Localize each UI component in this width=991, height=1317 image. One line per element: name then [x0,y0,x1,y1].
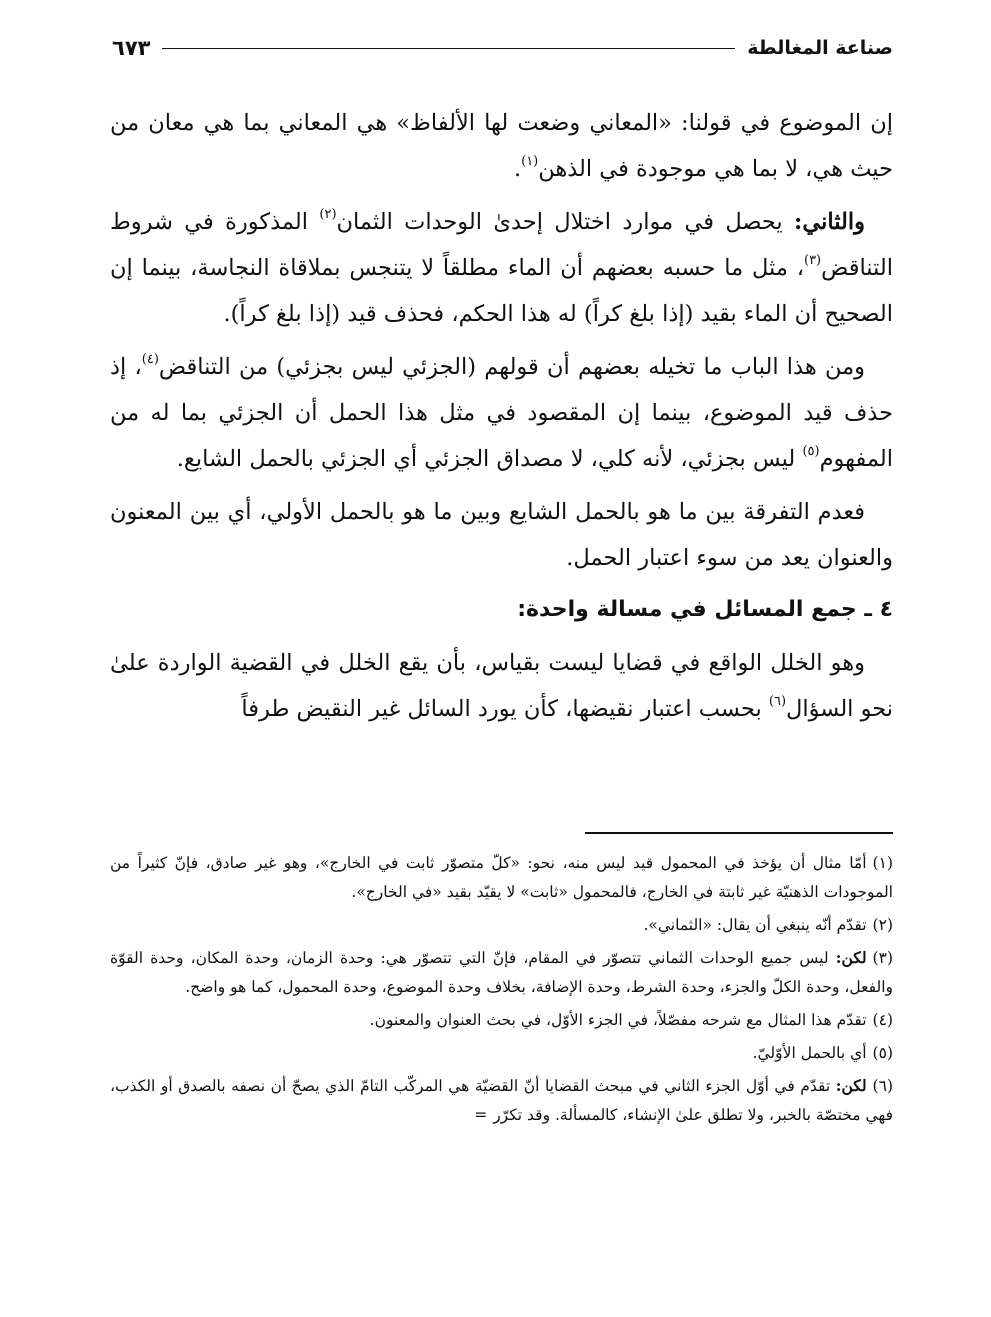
footnote-text: تقدّم هذا المثال مع شرحه مفصّلاً، في الجزء الأوّل، في بحث العنوان والمعنون. [369,1011,867,1029]
footnote-keyword: لكن: [835,948,867,967]
footnote-text: تقدّم أنّه ينبغي أن يقال: «الثماني». [643,916,867,934]
paragraph-3-text-c: ليس بجزئي، لأنه كلي، لا مصداق الجزئي أي الجزئي بالحمل الشايع. [176,446,803,472]
footnote-4 [110,1005,893,1035]
main-text [110,100,893,739]
paragraph-2-lead: والثاني: [794,209,865,235]
footnote-text: تقدّم في أوّل الجزء الثاني في مبحث القضايا أنّ القضيّة هي المركّب التامّ الذي يصحّ أن نصفه بالصدق أو الكذب، فهي مختصّة بالخبر، ولا تطلق علىٰ الإنشاء، كالمسألة. وقد تكرّر [110,1077,893,1124]
paragraph-2-text-c: ، مثل ما حسبه بعضهم أن الماء مطلقاً لا يتنجس بملاقاة النجاسة، بينما إن الصحيح أن الماء بقيد (إذا بلغ كراً) له هذا الحكم، فحذف قيد (إذا بلغ كراً). [110,255,893,327]
footnote-number: (٦) [872,1077,893,1095]
footnote-separator [585,832,893,834]
footnote-continuation-mark: = [474,1106,488,1124]
running-header [112,32,893,64]
footnote-number: (٤) [872,1011,893,1029]
footnote-number: (١) [872,854,893,872]
footnote-number: (٢) [872,916,893,934]
paragraph-3-text-b: ، إذ حذف قيد الموضوع، بينما إن المقصود في مثل هذا الحمل أن الجزئي بما له من المفهوم [110,354,893,472]
footnote-ref-2[interactable]: (٢) [319,207,337,222]
paragraph-3 [110,344,893,482]
footnote-number: (٥) [872,1044,893,1062]
footnote-ref-1[interactable]: (١) [521,154,539,169]
footnotes [110,848,893,1133]
footnote-text: أي بالحمل الأوّليّ. [752,1044,867,1062]
paragraph-2 [110,199,893,337]
footnote-text: ليس جميع الوحدات الثماني تتصوّر في المقام، فإنّ التي تتصوّر هي: وحدة الزمان، وحدة المكان، وحدة القوّة والفعل، وحدة الكلّ والجزء، وحدة الشرط، وحدة الإضافة، بخلاف وحدة الموضوع، وحدة المحمول، كما هو واضح. [110,949,893,996]
footnote-1 [110,848,893,907]
paragraph-1-text: إن الموضوع في قولنا: «المعاني وضعت لها الألفاظ» هي المعاني بما هي معان من حيث هي، لا بما هي موجودة في الذهن [110,110,893,182]
header-rule [162,48,735,49]
footnote-5 [110,1038,893,1068]
footnote-3 [110,943,893,1002]
paragraph-4: فعدم التفرقة بين ما هو بالحمل الشايع وبين ما هو بالحمل الأولي، أي بين المعنون والعنوان يعد من سوء اعتبار الحمل. [110,499,893,571]
footnote-6 [110,1071,893,1130]
paragraph-5-text-a: وهو الخلل الواقع في قضايا ليست بقياس، بأن يقع الخلل في القضية الواردة علىٰ نحو السؤال [110,650,893,722]
footnote-text: أمّا مثال أن يؤخذ في المحمول قيد ليس منه، نحو: «كلّ متصوّر ثابت في الخارج»، وهو غير صادق، فإنّ كثيراً من الموجودات الذهنيّة غير ثابتة في الخارج، فالمحمول «ثابت» لا يقيّد بقيد «في الخارج». [110,854,893,901]
footnote-number: (٣) [872,949,893,967]
footnote-ref-4[interactable]: (٤) [141,352,159,367]
paragraph-3-text-a: ومن هذا الباب ما تخيله بعضهم أن قولهم (الجزئي ليس بجزئي) من التناقض [158,354,866,380]
paragraph-1 [110,100,893,192]
paragraph-5 [110,640,893,732]
paragraph-2-text-b: المذكورة في شروط التناقض [110,209,893,281]
page-number: ٦٧٣ [112,36,151,60]
footnote-keyword: لكن: [835,1076,867,1095]
paragraph-1-end: . [513,156,522,182]
footnote-ref-5[interactable]: (٥) [802,444,820,459]
section-heading: ٤ ـ جمع المسائل في مسالة واحدة: [517,597,893,622]
paragraph-5-text-b: بحسب اعتبار نقيضها، كأن يورد السائل غير النقيض طرفاً [241,696,769,722]
footnote-2 [110,910,893,940]
footnote-ref-3[interactable]: (٣) [803,253,822,268]
paragraph-2-text-a: يحصل في موارد اختلال إحدىٰ الوحدات الثمان [336,209,795,235]
footnote-ref-6[interactable]: (٦) [768,694,787,709]
chapter-title: صناعة المغالطة [747,37,893,59]
